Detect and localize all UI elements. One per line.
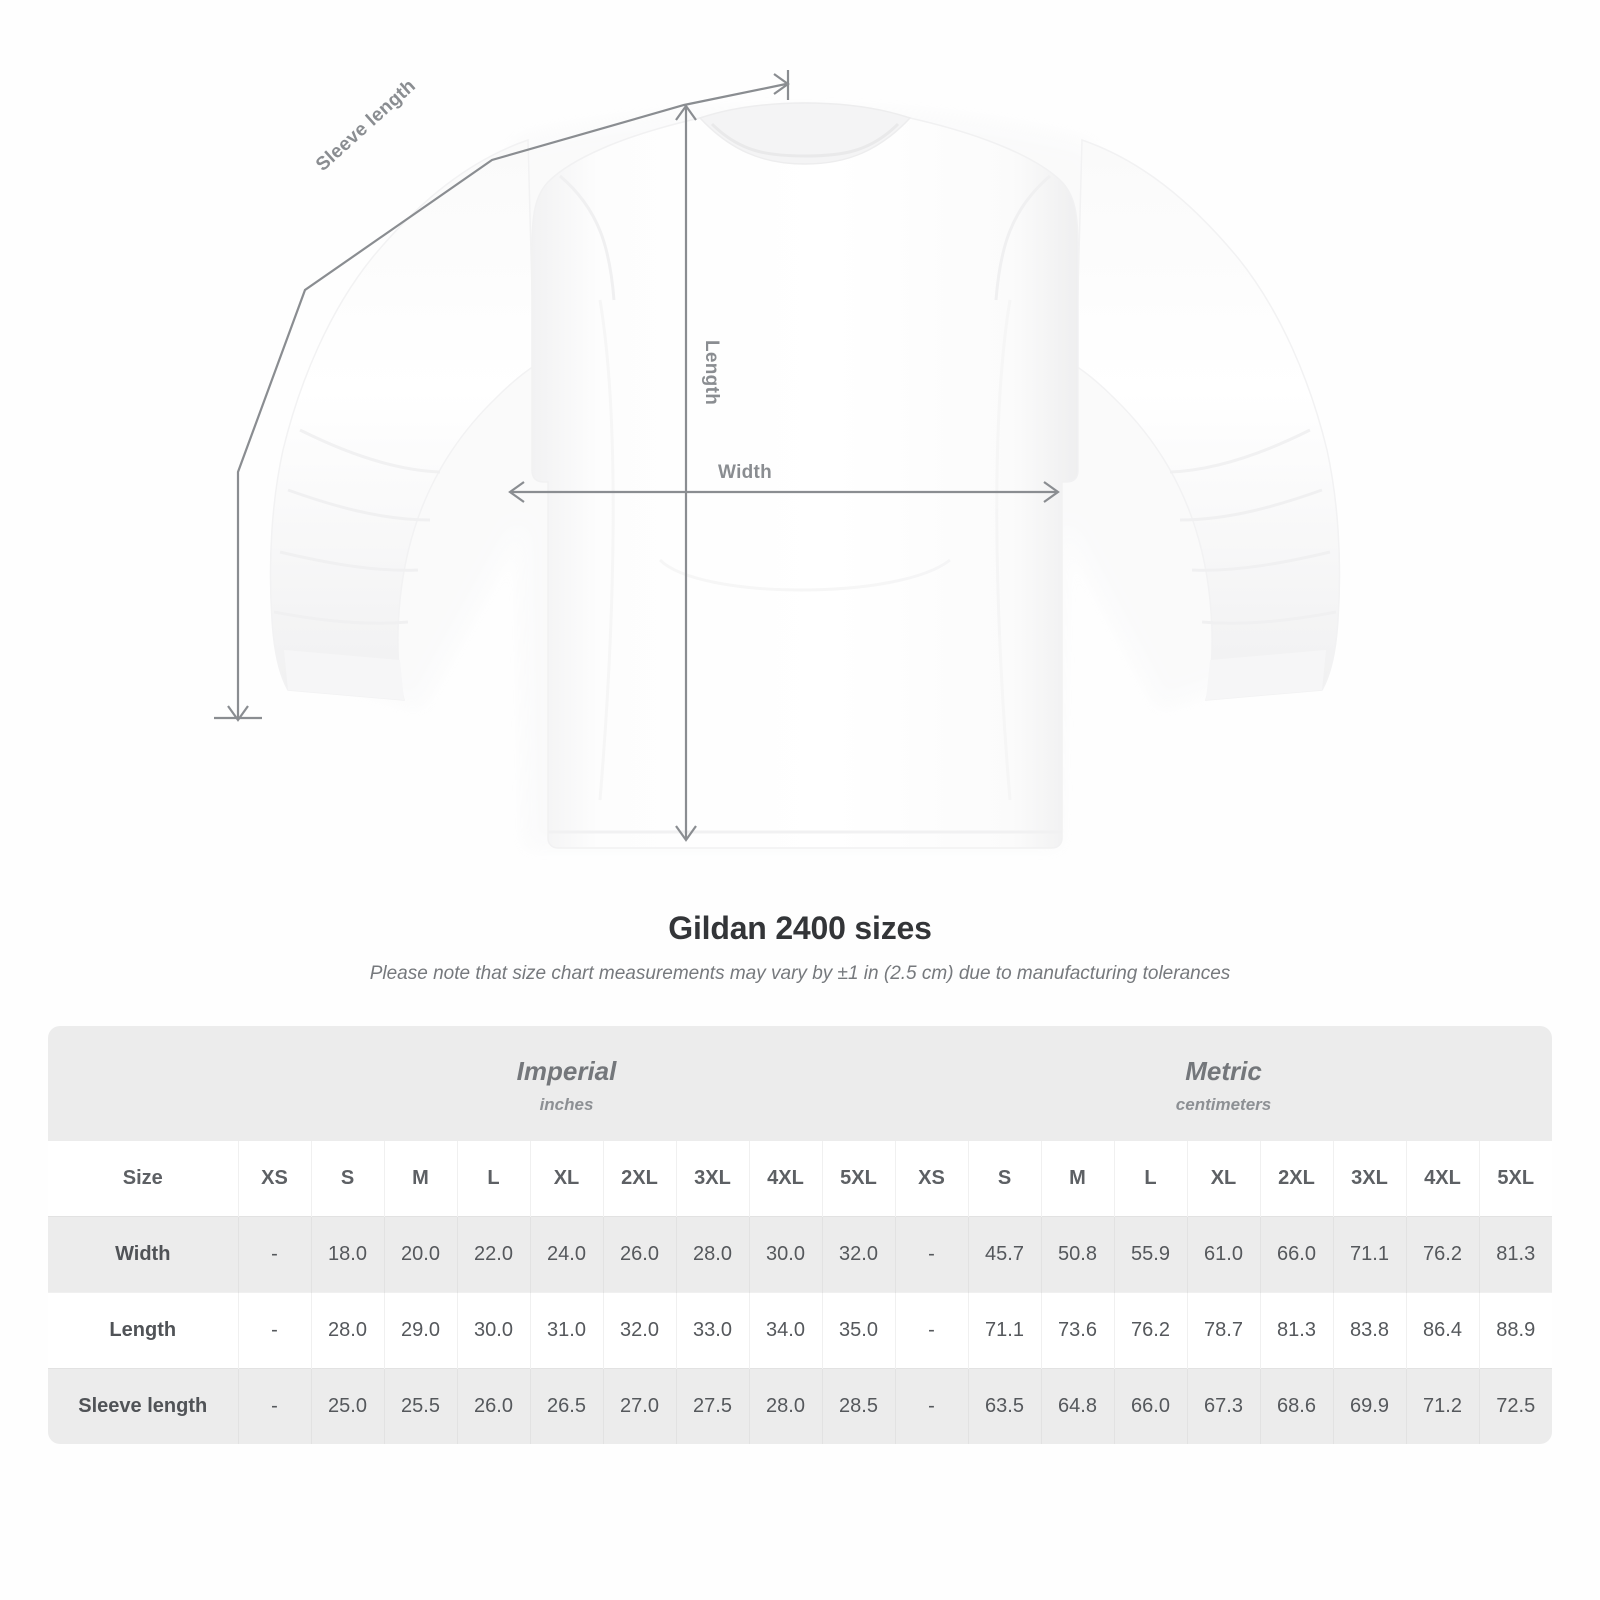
- column-header-metric-xl: XL: [1187, 1141, 1260, 1217]
- cell-length-metric-5xl: 88.9: [1479, 1293, 1552, 1369]
- cell-sleeve-imperial-xl: 26.5: [530, 1369, 603, 1445]
- column-header-metric-5xl: 5XL: [1479, 1141, 1552, 1217]
- cell-length-imperial-xs: -: [238, 1293, 311, 1369]
- column-header-metric-2xl: 2XL: [1260, 1141, 1333, 1217]
- row-label-sleeve-length: Sleeve length: [48, 1369, 238, 1445]
- unit-header-imperial: [238, 1026, 895, 1141]
- row-label-width: Width: [48, 1217, 238, 1293]
- cell-length-metric-3xl: 83.8: [1333, 1293, 1406, 1369]
- cell-width-imperial-4xl: 30.0: [749, 1217, 822, 1293]
- cell-length-imperial-4xl: 34.0: [749, 1293, 822, 1369]
- column-header-metric-l: L: [1114, 1141, 1187, 1217]
- cell-width-metric-l: 55.9: [1114, 1217, 1187, 1293]
- column-header-imperial-5xl: 5XL: [822, 1141, 895, 1217]
- length-dimension-label: Length: [701, 340, 722, 406]
- column-header-metric-m: M: [1041, 1141, 1114, 1217]
- cell-width-metric-xs: -: [895, 1217, 968, 1293]
- table-head: [48, 1026, 1552, 1217]
- cell-length-imperial-3xl: 33.0: [676, 1293, 749, 1369]
- cell-length-imperial-xl: 31.0: [530, 1293, 603, 1369]
- tolerance-note: Please note that size chart measurements may vary by ±1 in (2.5 cm) due to manufacturing tolerances: [369, 963, 1231, 984]
- column-header-metric-4xl: 4XL: [1406, 1141, 1479, 1217]
- column-header-metric-xs: XS: [895, 1141, 968, 1217]
- column-header-size: Size: [48, 1141, 238, 1217]
- column-header-imperial-xs: XS: [238, 1141, 311, 1217]
- table-row: [48, 1369, 1552, 1445]
- column-header-imperial-xl: XL: [530, 1141, 603, 1217]
- column-header-metric-s: S: [968, 1141, 1041, 1217]
- table-body: [48, 1217, 1552, 1445]
- table-row: [48, 1217, 1552, 1293]
- column-header-imperial-4xl: 4XL: [749, 1141, 822, 1217]
- cell-sleeve-metric-m: 64.8: [1041, 1369, 1114, 1445]
- cell-sleeve-imperial-3xl: 27.5: [676, 1369, 749, 1445]
- cell-length-metric-l: 76.2: [1114, 1293, 1187, 1369]
- cell-width-imperial-xs: -: [238, 1217, 311, 1293]
- column-header-imperial-s: S: [311, 1141, 384, 1217]
- unit-sub-metric: centimeters: [1175, 1095, 1272, 1114]
- unit-header-spacer: [48, 1026, 238, 1141]
- cell-length-metric-4xl: 86.4: [1406, 1293, 1479, 1369]
- unit-name-imperial: Imperial: [516, 1056, 617, 1086]
- cell-width-imperial-5xl: 32.0: [822, 1217, 895, 1293]
- cell-length-metric-s: 71.1: [968, 1293, 1041, 1369]
- cell-width-metric-m: 50.8: [1041, 1217, 1114, 1293]
- cell-width-metric-5xl: 81.3: [1479, 1217, 1552, 1293]
- cell-sleeve-imperial-xs: -: [238, 1369, 311, 1445]
- sleeve-length-dimension-label: Sleeve length: [312, 75, 420, 176]
- unit-header-row: [48, 1026, 1552, 1141]
- unit-sub-imperial: inches: [539, 1095, 594, 1114]
- cell-length-imperial-l: 30.0: [457, 1293, 530, 1369]
- column-header-metric-3xl: 3XL: [1333, 1141, 1406, 1217]
- cell-width-imperial-xl: 24.0: [530, 1217, 603, 1293]
- cell-sleeve-imperial-2xl: 27.0: [603, 1369, 676, 1445]
- cell-sleeve-imperial-s: 25.0: [311, 1369, 384, 1445]
- size-table: [48, 1026, 1552, 1444]
- cell-width-imperial-l: 22.0: [457, 1217, 530, 1293]
- cell-sleeve-metric-5xl: 72.5: [1479, 1369, 1552, 1445]
- column-header-imperial-3xl: 3XL: [676, 1141, 749, 1217]
- cell-width-metric-2xl: 66.0: [1260, 1217, 1333, 1293]
- title-block: [0, 910, 1600, 985]
- cell-length-imperial-5xl: 35.0: [822, 1293, 895, 1369]
- cell-length-metric-xs: -: [895, 1293, 968, 1369]
- cell-length-imperial-2xl: 32.0: [603, 1293, 676, 1369]
- cell-width-metric-3xl: 71.1: [1333, 1217, 1406, 1293]
- cell-sleeve-imperial-5xl: 28.5: [822, 1369, 895, 1445]
- cell-length-metric-2xl: 81.3: [1260, 1293, 1333, 1369]
- cell-sleeve-metric-3xl: 69.9: [1333, 1369, 1406, 1445]
- cell-sleeve-metric-xl: 67.3: [1187, 1369, 1260, 1445]
- cell-length-imperial-s: 28.0: [311, 1293, 384, 1369]
- page-title: Gildan 2400 sizes: [668, 910, 932, 946]
- cell-width-metric-xl: 61.0: [1187, 1217, 1260, 1293]
- cell-sleeve-imperial-l: 26.0: [457, 1369, 530, 1445]
- cell-length-metric-m: 73.6: [1041, 1293, 1114, 1369]
- table-row: [48, 1293, 1552, 1369]
- cell-width-imperial-3xl: 28.0: [676, 1217, 749, 1293]
- column-header-imperial-m: M: [384, 1141, 457, 1217]
- cell-width-imperial-s: 18.0: [311, 1217, 384, 1293]
- cell-sleeve-metric-l: 66.0: [1114, 1369, 1187, 1445]
- unit-header-metric: [895, 1026, 1552, 1141]
- cell-length-metric-xl: 78.7: [1187, 1293, 1260, 1369]
- cell-sleeve-metric-2xl: 68.6: [1260, 1369, 1333, 1445]
- row-label-length: Length: [48, 1293, 238, 1369]
- column-header-imperial-2xl: 2XL: [603, 1141, 676, 1217]
- cell-sleeve-imperial-m: 25.5: [384, 1369, 457, 1445]
- cell-width-metric-4xl: 76.2: [1406, 1217, 1479, 1293]
- cell-width-metric-s: 45.7: [968, 1217, 1041, 1293]
- size-table-wrap: [48, 1026, 1552, 1444]
- cell-sleeve-metric-4xl: 71.2: [1406, 1369, 1479, 1445]
- cell-sleeve-metric-s: 63.5: [968, 1369, 1041, 1445]
- cell-sleeve-imperial-4xl: 28.0: [749, 1369, 822, 1445]
- unit-name-metric: Metric: [1185, 1056, 1262, 1086]
- cell-length-imperial-m: 29.0: [384, 1293, 457, 1369]
- cell-sleeve-metric-xs: -: [895, 1369, 968, 1445]
- size-header-row: [48, 1141, 1552, 1217]
- cell-width-imperial-m: 20.0: [384, 1217, 457, 1293]
- cell-width-imperial-2xl: 26.0: [603, 1217, 676, 1293]
- column-header-imperial-l: L: [457, 1141, 530, 1217]
- width-dimension-label: Width: [718, 462, 773, 483]
